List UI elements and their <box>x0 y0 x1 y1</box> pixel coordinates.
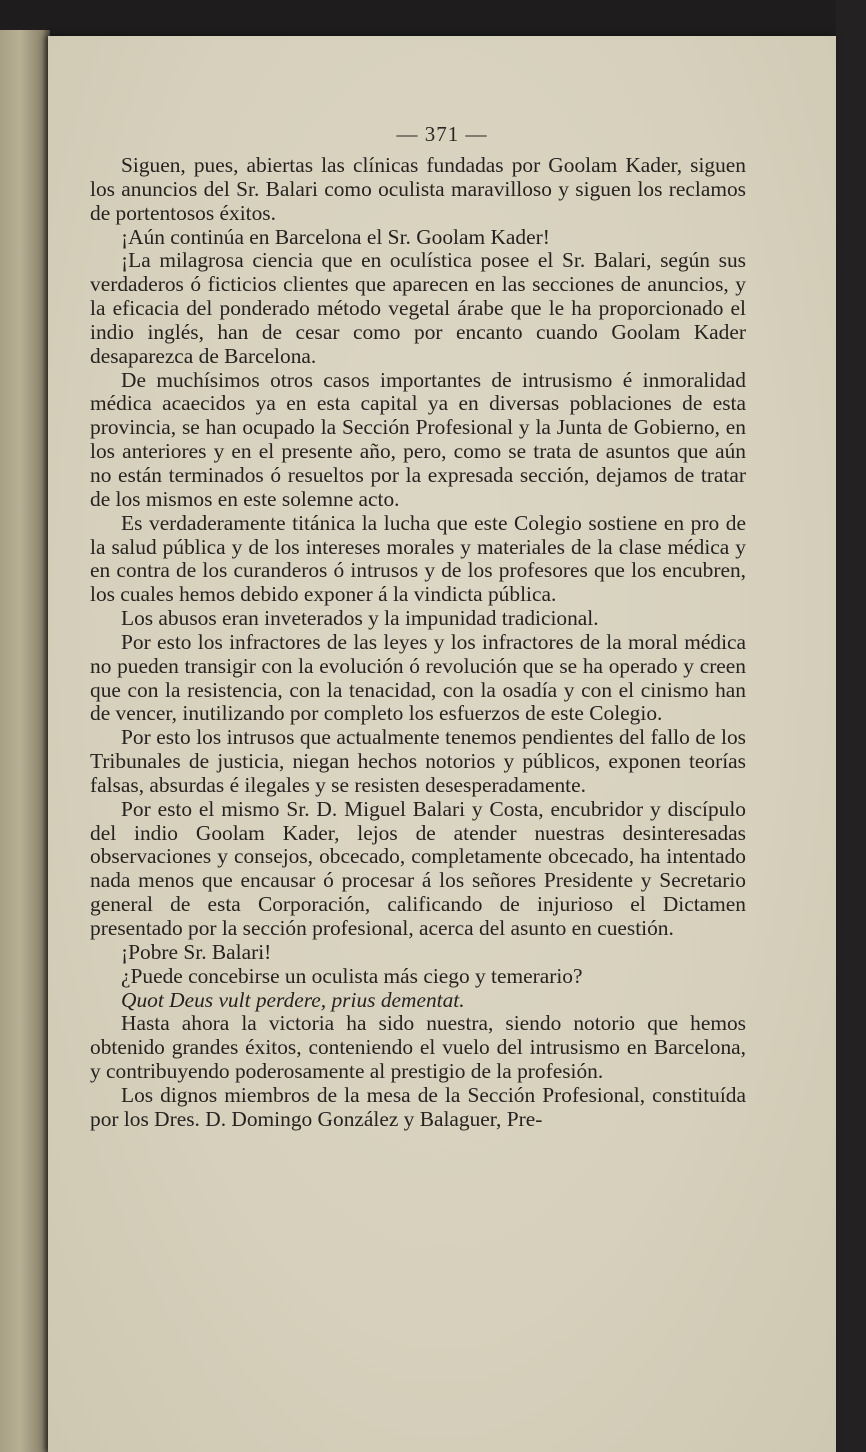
previous-page-edge <box>0 30 50 1452</box>
paragraph: ¡La milagrosa ciencia que en oculística posee el Sr. Balari, según sus verdaderos ó ficticios clientes que aparecen en las secciones de anuncios, y la eficacia del ponderado método vegetal árabe que le ha proporcionado el indio inglés, han de cesar como por encanto cuando Goolam Kader desaparezca de Barcelona. <box>90 248 746 368</box>
paragraph: Es verdaderamente titánica la lucha que este Colegio sostiene en pro de la salud pública y de los intereses morales y materiales de la clase médica y en contra de los curanderos ó intrusos y de los profesores que los encubren, los cuales hemos debido exponer á la vindicta pública. <box>90 510 746 607</box>
paragraph: Por esto los intrusos que actualmente tenemos pendientes del fallo de los Tribunales de justicia, niegan hechos notorios y públicos, exponen teorías falsas, absurdas é ilegales y se resisten desesperadamente. <box>90 725 746 797</box>
paragraph: De muchísimos otros casos importantes de intrusismo é inmoralidad médica acaecidos ya en esta capital ya en diversas poblaciones de esta provincia, se han ocupado la Sección Profesional y la Junta de Gobierno, en los anteriores y en el presente año, pero, como se trata de asuntos que aún no están terminados ó resueltos por la expresada sección, dejamos de tratar de los mismos en este solemne acto. <box>90 367 746 511</box>
scan-background-edge <box>836 0 866 1452</box>
paragraph: Los dignos miembros de la mesa de la Sección Profesional, constituída por los Dres. D. Domingo González y Balaguer, Pre- <box>90 1082 746 1131</box>
paragraph: ¡Aún continúa en Barcelona el Sr. Goolam Kader! <box>121 224 550 249</box>
body-text <box>90 154 746 1132</box>
latin-quote: Quot Deus vult perdere, prius dementat. <box>121 987 465 1012</box>
paragraph: Hasta ahora la victoria ha sido nuestra, siendo notorio que hemos obtenido grandes éxitos, conteniendo el vuelo del intrusismo en Barcelona, y contribuyendo poderosamente al prestigio de la profesión. <box>90 1011 746 1084</box>
paragraph: ¡Pobre Sr. Balari! <box>121 939 272 964</box>
book-page <box>48 36 836 1452</box>
paragraph: ¿Puede concebirse un oculista más ciego y temerario? <box>121 963 583 988</box>
paragraph: Por esto los infractores de las leyes y los infractores de la moral médica no pueden transigir con la evolución ó revolución que se ha operado y creen que con la resistencia, con la tenacidad, con la osadía y con el cinismo han de vencer, inutilizando por completo los esfuerzos de este Colegio. <box>90 629 746 726</box>
paragraph: Los abusos eran inveterados y la impunidad tradicional. <box>121 606 599 631</box>
paragraph: Siguen, pues, abiertas las clínicas fundadas por Goolam Kader, siguen los anuncios del Sr. Balari como oculista maravilloso y siguen los reclamos de portentosos éxitos. <box>90 153 746 225</box>
page-number: — 371 — <box>396 122 488 146</box>
paragraph: Por esto el mismo Sr. D. Miguel Balari y Costa, encubridor y discípulo del indio Goolam Kader, lejos de atender nuestras desinteresadas observaciones y consejos, obcecado, completamente obcecado, ha intentado nada menos que encausar ó procesar á los señores Presidente y Secretario general de esta Corporación, calificando de injurioso el Dictamen presentado por la sección profesional, acerca del asunto en cuestión. <box>90 796 746 940</box>
